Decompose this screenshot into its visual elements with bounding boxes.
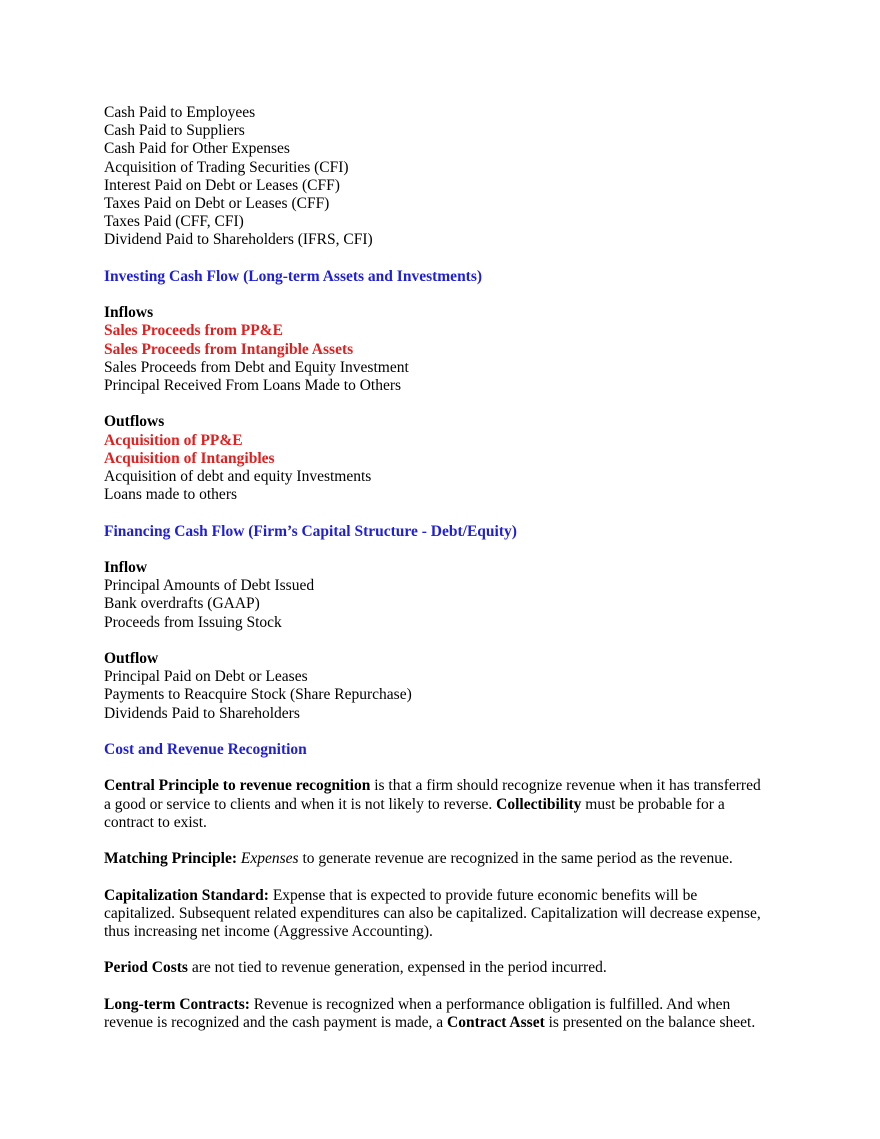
- list-item: Loans made to others: [104, 486, 238, 504]
- operating-outflows-list: [104, 104, 784, 250]
- list-item: Cash Paid to Employees: [104, 104, 256, 121]
- term: Period Costs: [104, 959, 188, 977]
- list-item: Principal Paid on Debt or Leases: [104, 668, 308, 686]
- matching-principle-paragraph: [104, 850, 784, 868]
- list-item: Taxes Paid (CFF, CFI): [104, 213, 244, 231]
- paragraph-text: must be probable for a: [581, 795, 725, 813]
- investing-inflows-label: Inflows: [104, 304, 154, 322]
- financing-inflow-label: Inflow: [104, 559, 148, 576]
- paragraph-text: contract to exist.: [104, 813, 207, 831]
- term: Long-term Contracts:: [104, 995, 250, 1013]
- paragraph-text: Expense that is expected to provide future economic benefits will be: [268, 886, 698, 904]
- page-content: [104, 104, 784, 1032]
- term: Contract Asset: [447, 1013, 545, 1031]
- paragraph-text: capitalized. Subsequent related expenditures can also be capitalized. Capitalization will decrease expense,: [104, 904, 761, 922]
- list-item: Dividends Paid to Shareholders: [104, 704, 300, 722]
- term: Capitalization Standard:: [104, 886, 269, 904]
- list-item: Sales Proceeds from Intangible Assets: [104, 340, 354, 358]
- list-item: Payments to Reacquire Stock (Share Repurchase): [104, 686, 412, 704]
- list-item: Acquisition of Intangibles: [104, 449, 275, 467]
- list-item: Acquisition of debt and equity Investments: [104, 468, 372, 486]
- capitalization-standard-paragraph: [104, 887, 784, 942]
- financing-outflow-label: Outflow: [104, 650, 159, 667]
- list-item: Principal Received From Loans Made to Others: [104, 377, 402, 395]
- recognition-heading: Cost and Revenue Recognition: [104, 741, 307, 758]
- paragraph-text: to generate revenue are recognized in the same period as the revenue.: [298, 850, 733, 868]
- paragraph-text: revenue is recognized and the cash payment is made, a: [104, 1013, 448, 1031]
- list-item: Interest Paid on Debt or Leases (CFF): [104, 176, 340, 194]
- list-item: Acquisition of PP&E: [104, 431, 243, 449]
- central-principle-paragraph: [104, 777, 784, 832]
- paragraph-text: is that a firm should recognize revenue when it has transferred: [370, 777, 761, 795]
- period-costs-paragraph: [104, 959, 784, 977]
- list-item: Acquisition of Trading Securities (CFI): [104, 158, 349, 176]
- list-item: Proceeds from Issuing Stock: [104, 613, 282, 631]
- term: Central Principle to revenue recognition: [104, 777, 371, 795]
- list-item: Taxes Paid on Debt or Leases (CFF): [104, 195, 330, 213]
- financing-heading: Financing Cash Flow (Firm’s Capital Structure - Debt/Equity): [104, 522, 517, 540]
- list-item: Cash Paid for Other Expenses: [104, 140, 290, 158]
- paragraph-text: thus increasing net income (Aggressive Accounting).: [104, 922, 433, 940]
- list-item: Bank overdrafts (GAAP): [104, 595, 260, 613]
- paragraph-text: is presented on the balance sheet.: [544, 1013, 756, 1031]
- list-item: Sales Proceeds from PP&E: [104, 322, 283, 340]
- list-item: Cash Paid to Suppliers: [104, 122, 245, 140]
- list-item: Principal Amounts of Debt Issued: [104, 577, 315, 595]
- term: Matching Principle:: [104, 850, 238, 868]
- investing-outflows-label: Outflows: [104, 413, 165, 431]
- investing-heading: Investing Cash Flow (Long-term Assets and Investments): [104, 267, 483, 285]
- list-item: Sales Proceeds from Debt and Equity Investment: [104, 358, 409, 376]
- term: Collectibility: [496, 795, 582, 813]
- long-term-contracts-paragraph: [104, 996, 784, 1032]
- paragraph-text: a good or service to clients and when it is not likely to reverse.: [104, 795, 497, 813]
- paragraph-text: are not tied to revenue generation, expensed in the period incurred.: [187, 959, 607, 977]
- emphasis: Expenses: [240, 850, 299, 868]
- list-item: Dividend Paid to Shareholders (IFRS, CFI): [104, 231, 373, 249]
- paragraph-text: Revenue is recognized when a performance obligation is fulfilled. And when: [249, 995, 731, 1013]
